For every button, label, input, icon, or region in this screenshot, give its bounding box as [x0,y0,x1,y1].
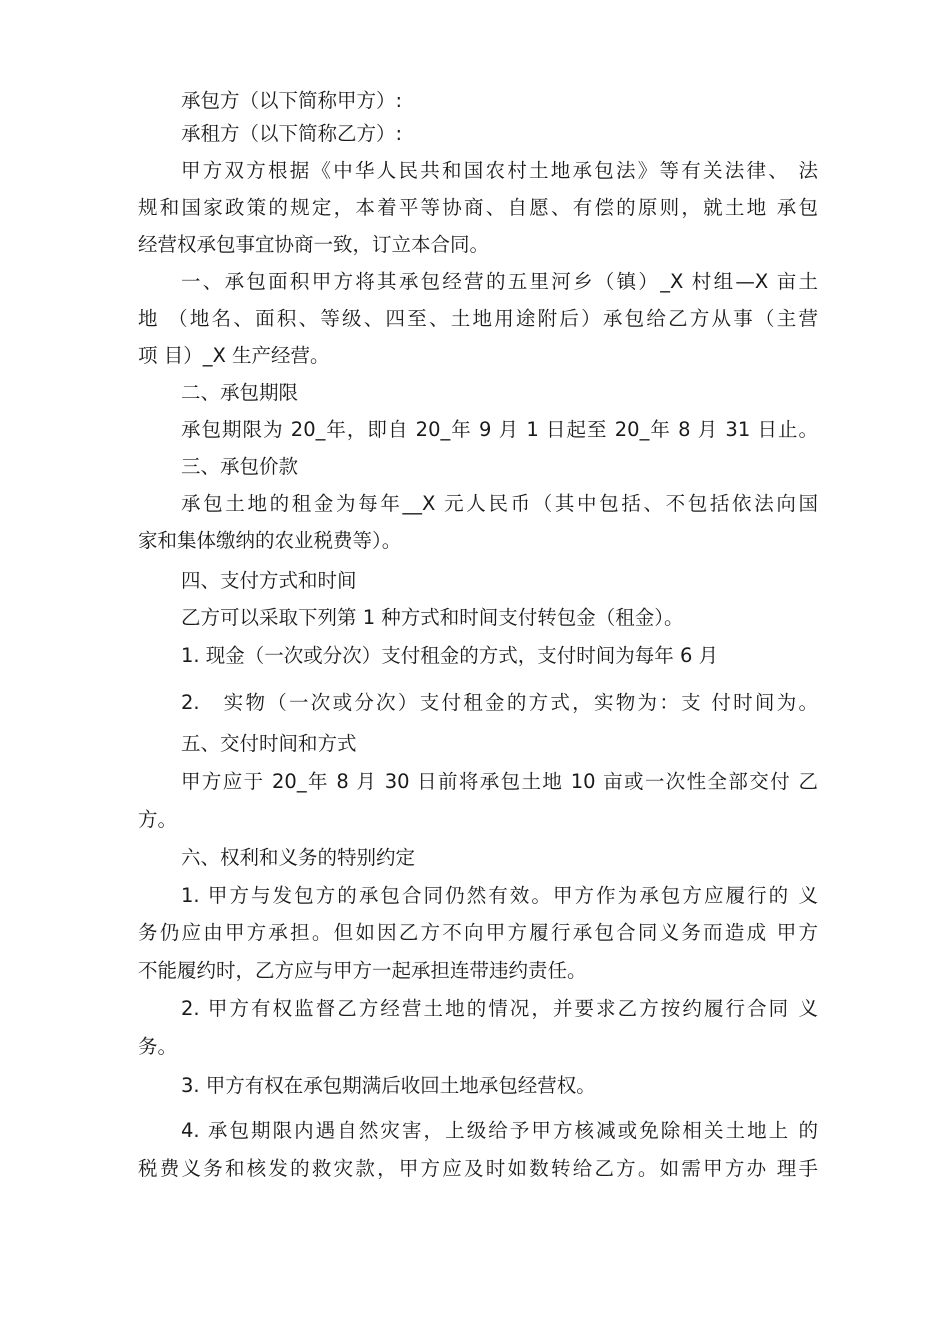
paragraph-line: 务仍应由甲方承担。但如因乙方不向甲方履行承包合同义务而造成 甲方 [138,921,818,944]
paragraph-line: 税费义务和核发的救灾款，甲方应及时如数转给乙方。如需甲方办 理手 [138,1157,818,1180]
paragraph-line: 方。 [138,808,178,831]
paragraph-line: 承包土地的租金为每年__X 元人民币（其中包括、不包括依法向国 [181,492,818,515]
paragraph-line: 家和集体缴纳的农业税费等）。 [138,529,402,552]
paragraph-line: 务。 [138,1035,178,1058]
paragraph-line: 规和国家政策的规定，本着平等协商、自愿、有偿的原则，就土地 承包 [138,196,818,219]
paragraph-line: 不能履约时，乙方应与甲方一起承担连带违约责任。 [138,959,587,982]
list-item: 1. 现金（一次或分次）支付租金的方式，支付时间为每年 6 月 [181,644,719,667]
section-heading: 五、交付时间和方式 [181,732,357,755]
section-heading: 六、权利和义务的特别约定 [181,846,416,869]
list-item: 1. 甲方与发包方的承包合同仍然有效。甲方作为承包方应履行的 义 [181,884,818,907]
list-item: 3. 甲方有权在承包期满后收回土地承包经营权。 [181,1074,596,1097]
paragraph-line: 乙方可以采取下列第 1 种方式和时间支付转包金（租金）。 [181,606,684,629]
paragraph-line: 甲方双方根据《中华人民共和国农村土地承包法》等有关法律、 法 [181,159,818,182]
paragraph-line: 一、承包面积甲方将其承包经营的五里河乡（镇）_X 村组—X 亩土 [181,270,818,293]
paragraph-line: 项 目）_X 生产经营。 [138,344,330,367]
party-a-line: 承包方（以下简称甲方）: [181,89,403,112]
paragraph-line: 地 （地名、面积、等级、四至、土地用途附后）承包给乙方从事（主营 [138,307,818,330]
section-heading: 二、承包期限 [181,381,299,404]
party-b-line: 承租方（以下简称乙方）: [181,122,403,145]
section-heading: 四、支付方式和时间 [181,569,357,592]
list-item: 4. 承包期限内遇自然灾害，上级给予甲方核减或免除相关土地上 的 [181,1119,818,1142]
section-heading: 三、承包价款 [181,455,299,478]
paragraph-line: 经营权承包事宜协商一致，订立本合同。 [138,233,490,256]
paragraph-line: 甲方应于 20_年 8 月 30 日前将承包土地 10 亩或一次性全部交付 乙 [181,770,818,793]
list-item: 2. 甲方有权监督乙方经营土地的情况，并要求乙方按约履行合同 义 [181,997,818,1020]
list-item: 2. 实物（一次或分次）支付租金的方式，实物为：支 付时间为。 [181,691,818,714]
paragraph-line: 承包期限为 20_年，即自 20_年 9 月 1 日起至 20_年 8 月 31 日止。 [181,418,818,441]
